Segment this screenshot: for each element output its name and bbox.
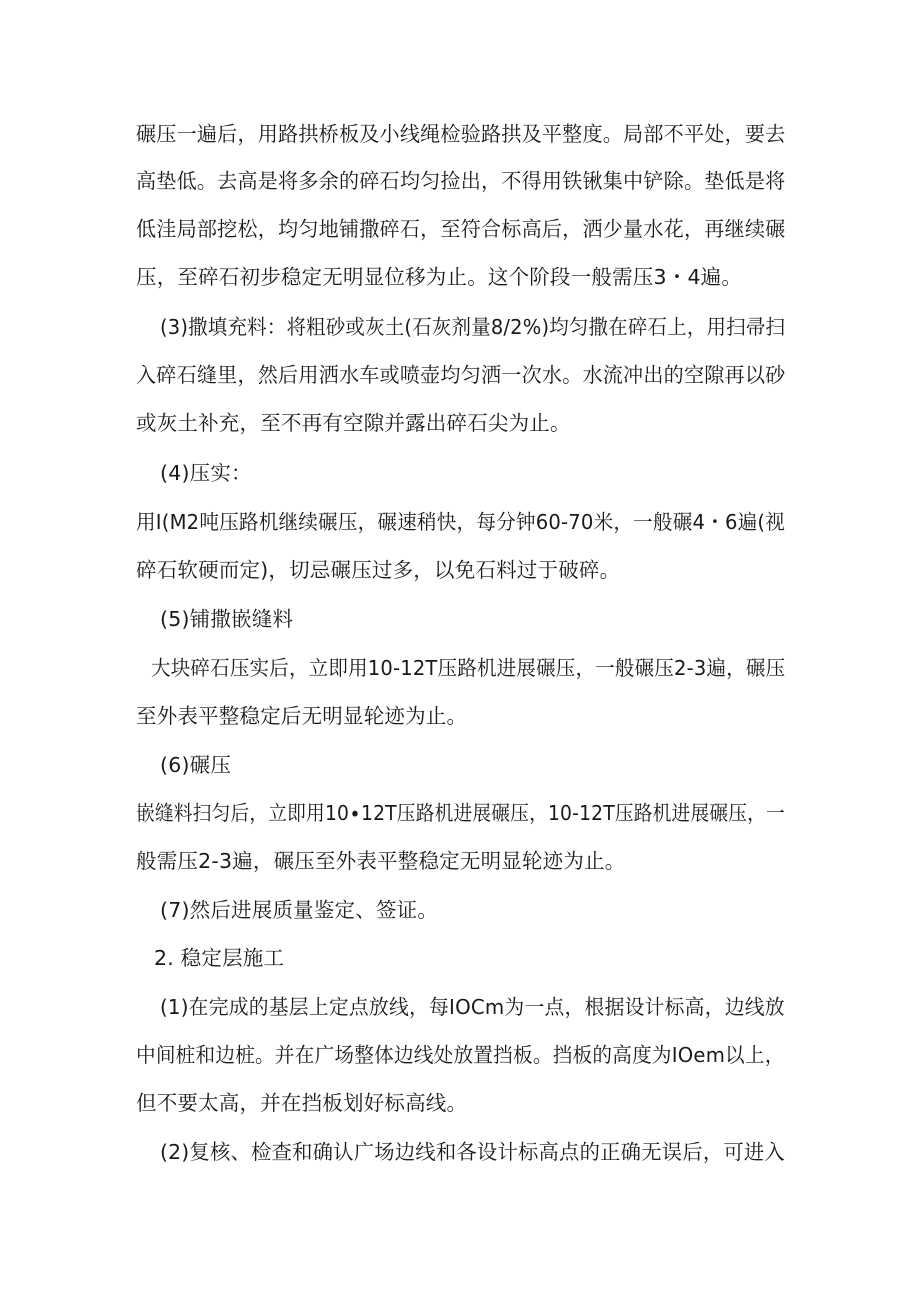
text-line: (7)然后进展质量鉴定、签证。 <box>160 898 439 922</box>
text-line: 大块碎石压实后，立即用10-12T压路机进展碾压，一般碾压2-3遍，碾压 <box>151 656 786 680</box>
text-line: 入碎石缝里，然后用洒水车或喷壶均匀洒一次水。水流冲出的空隙再以砂 <box>136 363 786 387</box>
text-line: 用I(M2吨压路机继续碾压，碾速稍快，每分钟60-70米，一般碾4・6遍(视 <box>136 510 786 534</box>
text-line: (4)压实： <box>160 461 252 485</box>
text-line: 碎石软硬而定)，切忌碾压过多，以免石料过于破碎。 <box>136 558 621 582</box>
text-line: 至外表平整稳定后无明显轮迹为止。 <box>136 704 468 728</box>
text-line: (6)碾压 <box>160 753 232 777</box>
text-line: 但不要太高，并在挡板划好标高线。 <box>136 1091 468 1115</box>
text-line: 般需压2-3遍，碾压至外表平整稳定无明显轮迹为止。 <box>136 849 626 873</box>
text-line: 压，至碎石初步稳定无明显位移为止。这个阶段一般需压3・4遍。 <box>136 265 743 289</box>
section-heading: 2. 稳定层施工 <box>154 946 285 970</box>
text-line: (5)铺撒嵌缝料 <box>160 607 294 631</box>
text-line: 低洼局部挖松，均匀地铺撒碎石，至符合标高后，洒少量水花，再继续碾 <box>136 217 786 241</box>
text-line: (2)复核、检查和确认广场边线和各设计标高点的正确无误后，可进入 <box>160 1140 785 1164</box>
text-line: 碾压一遍后，用路拱桥板及小线绳检验路拱及平整度。局部不平处，要去 <box>136 122 786 146</box>
text-line: 中间桩和边桩。并在广场整体边线处放置挡板。挡板的高度为IOem以上， <box>136 1043 785 1067</box>
text-line: (3)撒填充料：将粗砂或灰土(石灰剂量8/2%)均匀撒在碎石上，用扫帚扫 <box>160 315 786 339</box>
text-line: 或灰土补充，至不再有空隙并露出碎石尖为止。 <box>136 411 571 435</box>
text-line: 高垫低。去高是将多余的碎石均匀捡出，不得用铁锹集中铲除。垫低是将 <box>136 169 786 193</box>
text-line: 嵌缝料扫匀后，立即用10∙12T压路机进展碾压，10-12T压路机进展碾压，一 <box>136 801 785 825</box>
text-line: (1)在完成的基层上定点放线，每IOCm为一点，根据设计标高，边线放 <box>160 995 785 1019</box>
